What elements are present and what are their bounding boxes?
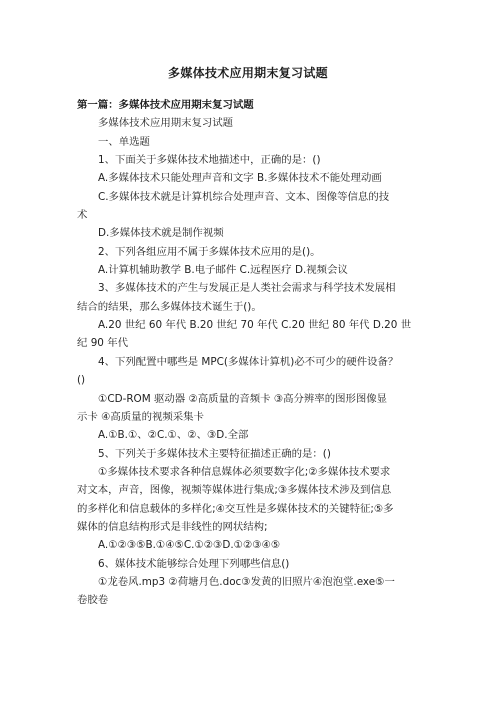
question-5: 5、下列关于多媒体技术主要特征描述正确的是：() [98, 447, 331, 460]
question-5-items-cont-3: 媒体的信息结构形式是非线性的网状结构; [77, 520, 268, 533]
question-5-options: A.①②③⑤B.①④⑤C.①②③D.①②③④⑤ [98, 539, 281, 552]
question-4-items-cont: 示卡 ④高质量的视频采集卡 [77, 410, 204, 423]
question-4: 4、下列配置中哪些是 MPC(多媒体计算机)必不可少的硬件设备？ [98, 355, 399, 368]
question-1-option-c-cont: 术 [77, 209, 88, 222]
question-1-options-ab: A.多媒体技术只能处理声音和文字 B.多媒体技术不能处理动画 [98, 172, 382, 185]
question-2: 2、下列各组应用不属于多媒体技术应用的是()。 [98, 245, 321, 258]
question-5-items-cont-1: 对文本，声音，图像，视频等媒体进行集成;③多媒体技术涉及到信息 [77, 484, 392, 497]
document-title: 多媒体技术应用期末复习试题 [168, 66, 328, 80]
question-1-option-d: D.多媒体技术就是制作视频 [98, 227, 224, 240]
question-4-items: ①CD-ROM 驱动器 ②高质量的音频卡 ③高分辨率的图形图像显 [98, 392, 388, 405]
question-6: 6、媒体技术能够综合处理下列哪些信息() [98, 557, 290, 570]
question-3-options: A.20 世纪 60 年代 B.20 世纪 70 年代 C.20 世纪 80 年代 D.20 世 [98, 319, 412, 332]
question-3: 3、多媒体技术的产生与发展正是人类社会需求与科学技术发展相 [98, 282, 396, 295]
question-1: 1、下面关于多媒体技术地描述中，正确的是：() [98, 154, 321, 167]
question-4-cont: () [77, 374, 86, 387]
question-6-items-cont: 卷胶卷 [77, 594, 109, 607]
question-3-cont: 结合的结果，那么多媒体技术诞生于()。 [77, 300, 262, 313]
section-label: 一、单选题 [98, 135, 150, 148]
document-body [77, 96, 420, 610]
question-5-items: ①多媒体技术要求各种信息媒体必须要数字化;②多媒体技术要求 [98, 465, 391, 478]
question-2-options: A.计算机辅助教学 B.电子邮件 C.远程医疗 D.视频会议 [98, 264, 348, 277]
question-4-options: A.①B.①、②C.①、②、③D.全部 [98, 429, 249, 442]
question-6-items: ①龙卷风.mp3 ②荷塘月色.doc③发黄的旧照片④泡泡堂.exe⑤一 [98, 575, 395, 588]
question-1-option-c: C.多媒体技术就是计算机综合处理声音、文本、图像等信息的技 [98, 190, 390, 203]
question-5-items-cont-2: 的多样化和信息载体的多样化;④交互性是多媒体技术的关键特征;⑤多 [77, 502, 394, 515]
section-heading: 第一篇：多媒体技术应用期末复习试题 [77, 99, 254, 111]
question-3-options-cont: 纪 90 年代 [77, 337, 128, 350]
doc-subtitle: 多媒体技术应用期末复习试题 [98, 117, 234, 130]
